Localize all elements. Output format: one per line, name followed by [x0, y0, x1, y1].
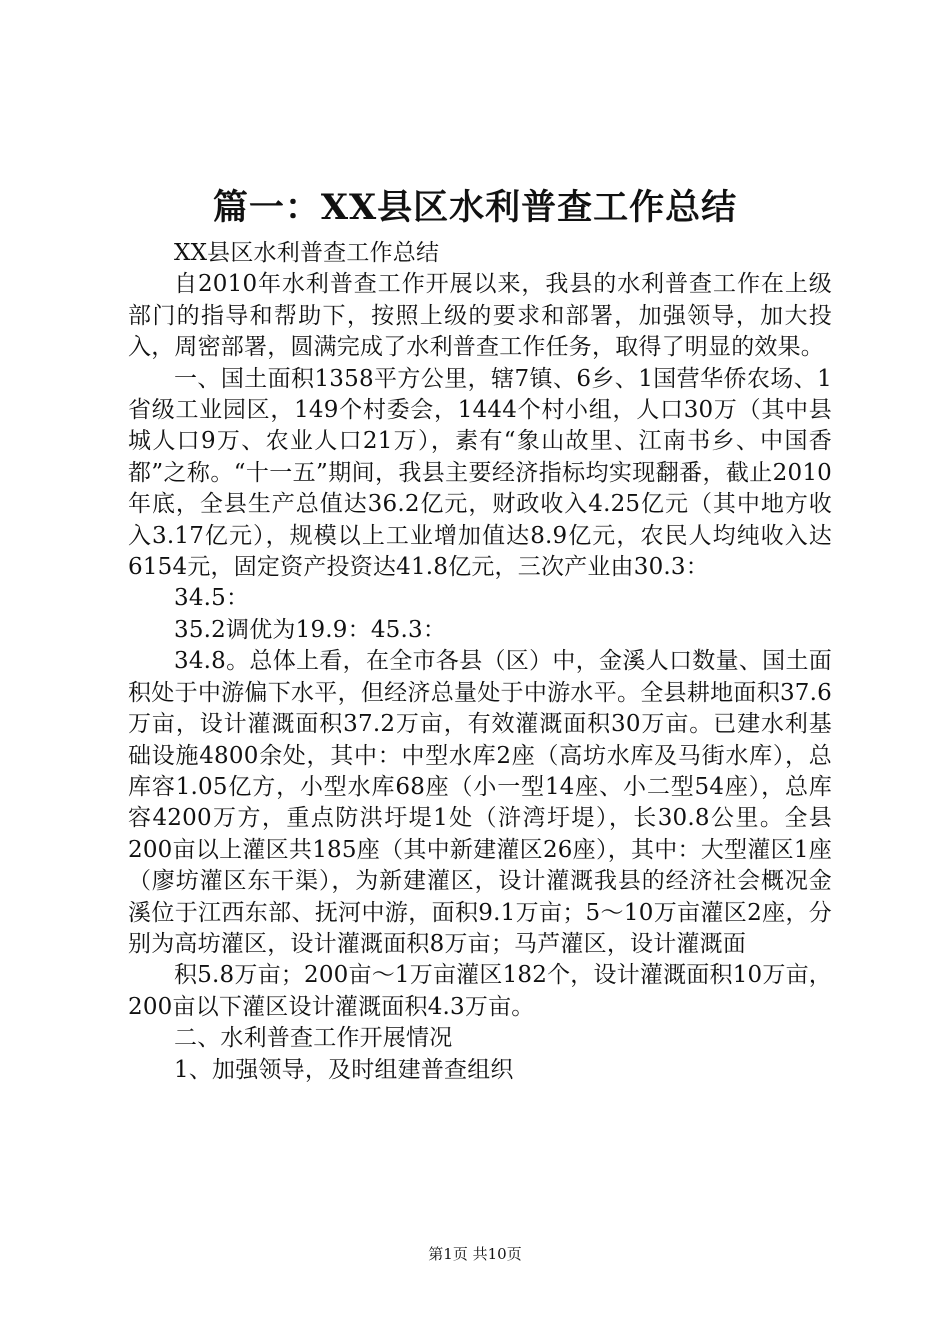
- page-footer: 第1页 共10页: [428, 1245, 522, 1263]
- heading-subsection-one: 1、加强领导，及时组建普查组织: [174, 1056, 514, 1083]
- paragraph-subtitle: XX县区水利普查工作总结: [174, 240, 440, 266]
- paragraph-ratio-2: 35.2调优为19.9：45.3：: [174, 616, 447, 643]
- paragraph-water-facilities: 34.8。总体上看，在全市各县（区）中，金溪人口数量、国土面积处于中游偏下水平，但经济总量处于中游水平。全县耕地面积37.6万亩，设计灌溉面积37.2万亩，有效灌溉面积30万亩。已建水利基础设施4800余处，其中：中型水库2座（高坊水库及马街水库），总库容1.05亿方，小型水库68座（小一型14座、小二型54座），总库容4200万方，重点防洪圩堤1处（浒湾圩堤），长30.8公里。全县200亩以上灌区共185座（其中新建灌区26座），其中：大型灌区1座（廖坊灌区东干渠），为新建灌区，设计灌溉我县的经济社会概况金溪位于江西东部、抚河中游，面积9.1万亩；5～10万亩灌区2座，分别为高坊灌区，设计灌溉面积8万亩；马芦灌区，设计灌溉面: [128, 648, 832, 957]
- document-title: 篇一：XX县区水利普查工作总结: [212, 187, 738, 228]
- paragraph-ratio-1: 34.5：: [174, 585, 250, 612]
- paragraph-irrigation-area: 积5.8万亩；200亩～1万亩灌区182个，设计灌溉面积10万亩，200亩以下灌区设计灌溉面积4.3万亩。: [128, 962, 832, 1020]
- document-body: [128, 238, 832, 1086]
- heading-section-two: 二、水利普查工作开展情况: [174, 1025, 453, 1052]
- paragraph-section-one: 一、国土面积1358平方公里，辖7镇、6乡、1国营华侨农场、1省级工业园区，149个村委会，1444个村小组，人口30万（其中县城人口9万、农业人口21万），素有“象山故里、江南书乡、中国香都”之称。“十一五”期间，我县主要经济指标均实现翻番，截止2010年底，全县生产总值达36.2亿元，财政收入4.25亿元（其中地方收入3.17亿元），规模以上工业增加值达8.9亿元，农民人均纯收入达6154元，固定资产投资达41.8亿元，三次产业由30.3：: [128, 365, 832, 581]
- paragraph-intro: 自2010年水利普查工作开展以来，我县的水利普查工作在上级部门的指导和帮助下，按照上级的要求和部署，加强领导，加大投入，周密部署，圆满完成了水利普查工作任务，取得了明显的效果。: [128, 271, 832, 361]
